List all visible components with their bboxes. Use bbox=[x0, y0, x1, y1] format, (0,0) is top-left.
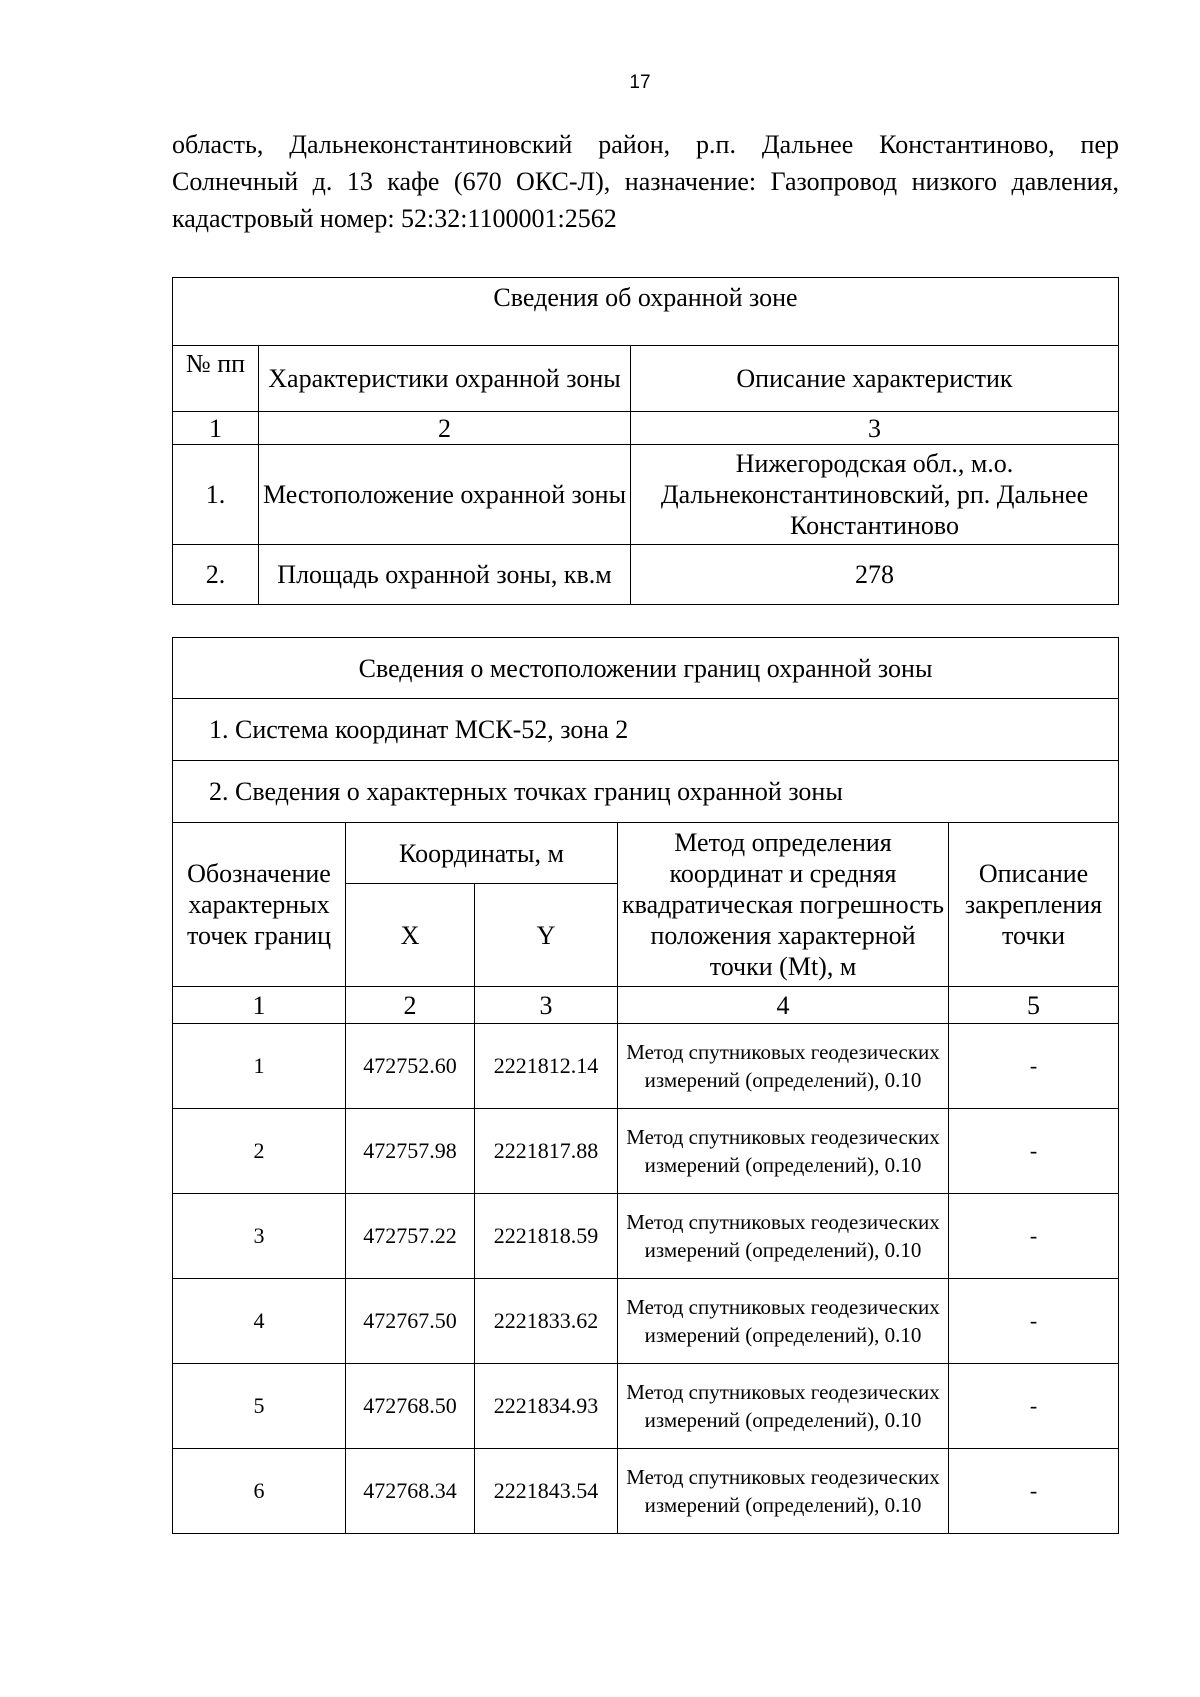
point-method: Метод спутниковых геодезических измерений (определений), 0.10 bbox=[618, 1279, 949, 1364]
point-x: 472757.22 bbox=[346, 1194, 475, 1279]
table-row bbox=[173, 1194, 1119, 1279]
boundary-location-table bbox=[172, 637, 1119, 1534]
bounds-table-title: Сведения о местоположении границ охранной зоны bbox=[173, 638, 1119, 699]
point-fixing: - bbox=[949, 1279, 1119, 1364]
protection-zone-table bbox=[172, 277, 1119, 605]
header-coords: Координаты, м bbox=[346, 823, 618, 884]
point-id: 5 bbox=[173, 1364, 346, 1449]
point-x: 472767.50 bbox=[346, 1279, 475, 1364]
page-number: 17 bbox=[629, 72, 651, 93]
point-x: 472768.50 bbox=[346, 1364, 475, 1449]
point-fixing: - bbox=[949, 1449, 1119, 1534]
intro-paragraph: область, Дальнеконстантиновский район, р.п. Дальнее Константиново, пер Солнечный д. 13 кафе (670 ОКС-Л), назначение: Газопровод низкого давления, кадастровый номер: 52:32:1100001:2562 bbox=[172, 130, 1119, 233]
row-description: Нижегородская обл., м.о. Дальнеконстантиновский, рп. Дальнее Константиново bbox=[631, 445, 1119, 545]
header-x: X bbox=[346, 884, 475, 987]
row-num: 1. bbox=[173, 445, 259, 545]
point-id: 4 bbox=[173, 1279, 346, 1364]
header-method: Метод определения координат и средняя квадратическая погрешность положения характерной точки (Mt), м bbox=[618, 823, 949, 987]
col-number: 2 bbox=[259, 412, 631, 445]
point-method: Метод спутниковых геодезических измерений (определений), 0.10 bbox=[618, 1364, 949, 1449]
row-description: 278 bbox=[631, 545, 1119, 605]
point-fixing: - bbox=[949, 1024, 1119, 1109]
header-fixing: Описание закрепления точки bbox=[949, 823, 1119, 987]
col-number: 4 bbox=[618, 987, 949, 1024]
col-number: 3 bbox=[631, 412, 1119, 445]
coordinate-system: 1. Система координат МСК-52, зона 2 bbox=[173, 699, 1119, 761]
row-characteristic: Площадь охранной зоны, кв.м bbox=[259, 545, 631, 605]
row-characteristic: Местоположение охранной зоны bbox=[259, 445, 631, 545]
point-fixing: - bbox=[949, 1109, 1119, 1194]
col-number: 2 bbox=[346, 987, 475, 1024]
table-row bbox=[173, 1449, 1119, 1534]
point-method: Метод спутниковых геодезических измерений (определений), 0.10 bbox=[618, 1024, 949, 1109]
point-x: 472752.60 bbox=[346, 1024, 475, 1109]
table-row bbox=[173, 1024, 1119, 1109]
col-number: 1 bbox=[173, 987, 346, 1024]
point-id: 2 bbox=[173, 1109, 346, 1194]
header-y: Y bbox=[475, 884, 618, 987]
point-y: 2221812.14 bbox=[475, 1024, 618, 1109]
point-method: Метод спутниковых геодезических измерений (определений), 0.10 bbox=[618, 1449, 949, 1534]
point-method: Метод спутниковых геодезических измерений (определений), 0.10 bbox=[618, 1194, 949, 1279]
point-id: 1 bbox=[173, 1024, 346, 1109]
point-id: 3 bbox=[173, 1194, 346, 1279]
header-num: № пп bbox=[173, 346, 259, 412]
header-characteristic: Характеристики охранной зоны bbox=[259, 346, 631, 412]
point-y: 2221843.54 bbox=[475, 1449, 618, 1534]
col-number: 1 bbox=[173, 412, 259, 445]
point-fixing: - bbox=[949, 1194, 1119, 1279]
points-section-title: 2. Сведения о характерных точках границ охранной зоны bbox=[173, 761, 1119, 823]
point-x: 472757.98 bbox=[346, 1109, 475, 1194]
zone-table-title: Сведения об охранной зоне bbox=[173, 278, 1119, 346]
point-y: 2221818.59 bbox=[475, 1194, 618, 1279]
point-y: 2221817.88 bbox=[475, 1109, 618, 1194]
col-number: 5 bbox=[949, 987, 1119, 1024]
table-row bbox=[173, 1364, 1119, 1449]
header-point: Обозначение характерных точек границ bbox=[173, 823, 346, 987]
table-row bbox=[173, 1109, 1119, 1194]
point-fixing: - bbox=[949, 1364, 1119, 1449]
header-description: Описание характеристик bbox=[631, 346, 1119, 412]
point-y: 2221833.62 bbox=[475, 1279, 618, 1364]
point-y: 2221834.93 bbox=[475, 1364, 618, 1449]
col-number: 3 bbox=[475, 987, 618, 1024]
table-row bbox=[173, 1279, 1119, 1364]
point-method: Метод спутниковых геодезических измерений (определений), 0.10 bbox=[618, 1109, 949, 1194]
row-num: 2. bbox=[173, 545, 259, 605]
point-x: 472768.34 bbox=[346, 1449, 475, 1534]
point-id: 6 bbox=[173, 1449, 346, 1534]
